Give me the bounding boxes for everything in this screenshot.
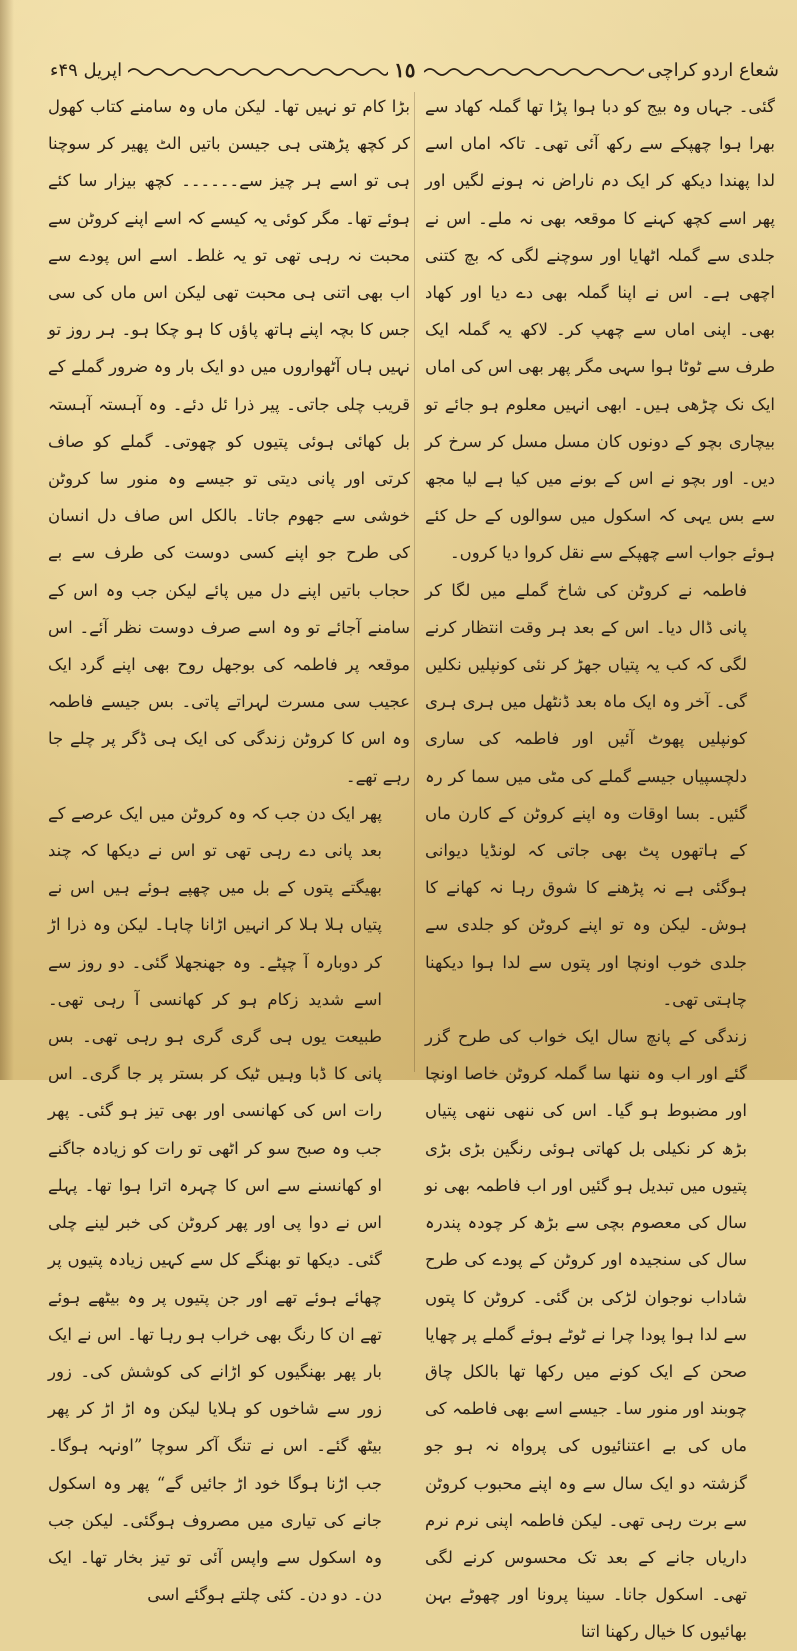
header-month-year: اپریل ۴۹ء: [50, 60, 123, 81]
column-divider: [414, 92, 415, 1072]
right-paragraph-2: فاطمہ نے کروٹن کی شاخ گملے میں لگا کر پانی ڈال دیا۔ اس کے بعد ہر وقت انتظار کرنے لگی کہ کب یہ پتیاں جھڑ کر نئی کونپلیں نکلیں گی۔ آخر وہ ایک ماہ بعد ڈنٹھل میں ہری ہری کونپلیں پھوٹ آئیں اور فاطمہ کی ساری دلچسپیاں جیسے گملے کی مٹی میں سما کر رہ گئیں۔ بسا اوقات وہ اپنے کروٹن کے کارن ماں کے ہاتھوں پٹ بھی جاتی کہ لونڈیا دیوانی ہوگئی ہے نہ پڑھنے کا شوق رہا نہ کھانے کا ہوش۔ لیکن وہ تو اپنے کروٹن کو جلدی سے جلدی خوب اونچا اور پتوں سے لدا ہوا دیکھنا چاہتی تھی۔: [425, 580, 747, 1009]
right-paragraph-1: گئی۔ جہاں وہ بیج کو دبا ہوا پڑا تھا گملہ کھاد سے بھرا ہوا چھپکے سے رکھ آئی تھی۔ تاکہ اماں اسے لدا پھندا دیکھ کر ایک دم ناراض نہ ہونے لگیں اور پھر اسے کچھ کہنے کا موقعہ بھی نہ ملے۔ اس نے جلدی سے گملہ اٹھایا اور سوچنے لگی کہ بچ کتنی اچھی ہے۔ اس نے اپنا گملہ بھی دے دیا اور کھاد بھی۔ اپنی اماں سے چھپ کر۔ لاکھ یہ گملہ ایک طرف سے ٹوٹا ہوا سہی مگر پھر بھی اس کی اماں ایک نک چڑھی ہیں۔ ابھی انہیں معلوم ہو جائے تو بیچاری بچو کے دونوں کان مسل مسل کر سرخ کر دیں۔ اور بچو نے اس کے بونے میں کیا ہے لیا مجھ سے بس یہی کہ اسکول میں سوالوں کے حل کئے ہوئے جواب اسے چھپکے سے نقل کروا دیا کروں۔: [425, 97, 775, 563]
right-text-column: [425, 88, 775, 1651]
binding-shadow: [0, 0, 14, 1080]
left-paragraph-2: پھر ایک دن جب کہ وہ کروٹن میں ایک عرصے کے بعد پانی دے رہی تھی تو اس نے دیکھا کہ چند بھیگتے پتوں کے بل میں چھپے ہوئے ہیں اس نے پتیاں ہلا ہلا کر انہیں اڑانا چاہا۔ لیکن وہ ذرا اڑ کر دوبارہ آ چپٹے۔ وہ جھنجھلا گئی۔ دو روز سے اسے شدید زکام ہو کر کھانسی آ رہی تھی۔ طبیعت یوں ہی گری گری ہو رہی تھی۔ بس پانی کا ڈبا وہیں ٹیک کر بستر پر جا گری۔ اس رات اس کی کھانسی اور بھی تیز ہو گئی۔ پھر جب وہ صبح سو کر اٹھی تو رات کو زیادہ جاگنے او کھانسنے سے اس کا چہرہ اترا ہوا تھا۔ پہلے اس نے دوا پی اور پھر کروٹن کی خبر لینے چلی گئی۔ دیکھا تو بھنگے کل سے کہیں زیادہ پتیوں پر چھائے ہوئے تھے اور جن پتیوں پر وہ بیٹھے ہوئے تھے ان کا رنگ بھی خراب ہو رہا تھا۔ اس نے ایک بار پھر بھنگیوں کو اڑانے کی کوشش کی۔ زور زور سے شاخوں کو ہلایا لیکن وہ اڑ اڑ کر پھر بیٹھ گئے۔ اس نے تنگ آکر سوچا ”اونہہ ہوگا۔ جب اڑنا ہوگا خود اڑ جائیں گے“ پھر وہ اسکول جانے کی تیاری میں مصروف ہوگئی۔ لیکن جب وہ اسکول سے واپس آئی تو تیز بخار تھا۔ ایک دن۔ دو دن۔ کئی چلتے ہوگئے اسی: [48, 803, 382, 1605]
right-paragraph-3: زندگی کے پانچ سال ایک خواب کی طرح گزر گئے اور اب وہ ننھا سا گملہ کروٹن خاصا اونچا اور مضبوط ہو گیا۔ اس کی ننھی ننھی پتیاں بڑھ کر نکیلی بل کھاتی ہوئی رنگین بڑی بڑی پتیوں میں تبدیل ہو گئیں اور اب فاطمہ بھی نو سال کی معصوم بچی سے بڑھ کر چودہ پندرہ سال کی سنجیدہ اور کروٹن کے پودے کی طرح شاداب نوجوان لڑکی بن گئی۔ کروٹن کا پتوں سے لدا ہوا پودا چرا نے ٹوٹے ہوئے گملے پر چھایا صحن کے ایک کونے میں رکھا تھا بالکل چاق چوبند اور منور سا۔ جیسے اسے بھی فاطمہ کی ماں کی بے اعتنائیوں کی پرواہ نہ ہو جو گزشتہ دو ایک سال سے وہ اپنے محبوب کروٹن سے برت رہی تھی۔ لیکن فاطمہ اپنی نرم نرم داریاں جانے کے بعد تک محسوس کرنے لگی تھی۔ اسکول جانا۔ سینا پرونا اور چھوٹے بہن بھائیوں کا خیال رکھنا اتنا: [425, 1027, 747, 1642]
left-paragraph-1: بڑا کام تو نہیں تھا۔ لیکن ماں وہ سامنے کتاب کھول کر کچھ پڑھتی ہی جیسن باتیں الٹ پھیر کر سوچنا ہی تو اسے ہر چیز سے۔۔۔۔۔۔ کچھ بیزار سا کئے ہوئے تھا۔ مگر کوئی یہ کیسے کہ اسے اپنے کروٹن سے محبت نہ رہی تھی تو یہ غلط۔ اسے اس پودے سے اب بھی اتنی ہی محبت تھی لیکن اس ماں کی سی جس کا بچہ اپنے ہاتھ پاؤں کا ہو چکا ہو۔ ہر روز تو نہیں ہاں آٹھواروں میں دو ایک بار وہ ضرور گملے کے قریب چلی جاتی۔ پیر ذرا ئل دئے۔ وہ آہستہ آہستہ بل کھائی ہوئی پتیوں کو چھوتی۔ گملے کو صاف کرتی اور پانی دیتی تو جیسے وہ منور سا کروٹن خوشی سے جھوم جاتا۔ بالکل اس صاف دل انسان کی طرح جو اپنے کسی دوست کی طرف سے بے حجاب باتیں اپنے دل میں پائے لیکن جب وہ اس کے سامنے آجائے تو وہ اسے صرف دوست نظر آئے۔ اس موقعہ پر فاطمہ کی بوجھل روح بھی اپنے گرد ایک عجیب سی مسرت لہراتے پاتی۔ بس جیسے فاطمہ وہ اس کا کروٹن زندگی کی ایک ہی ڈگر پر چلے جا رہے تھے۔: [48, 97, 410, 786]
header-wave-ornament-right: [424, 64, 644, 80]
left-text-column: [48, 88, 410, 1613]
header-magazine-title: شعاع اردو کراچی: [647, 60, 779, 81]
header-wave-ornament-left: [128, 64, 388, 80]
header-page-number: ١٥: [394, 58, 416, 82]
